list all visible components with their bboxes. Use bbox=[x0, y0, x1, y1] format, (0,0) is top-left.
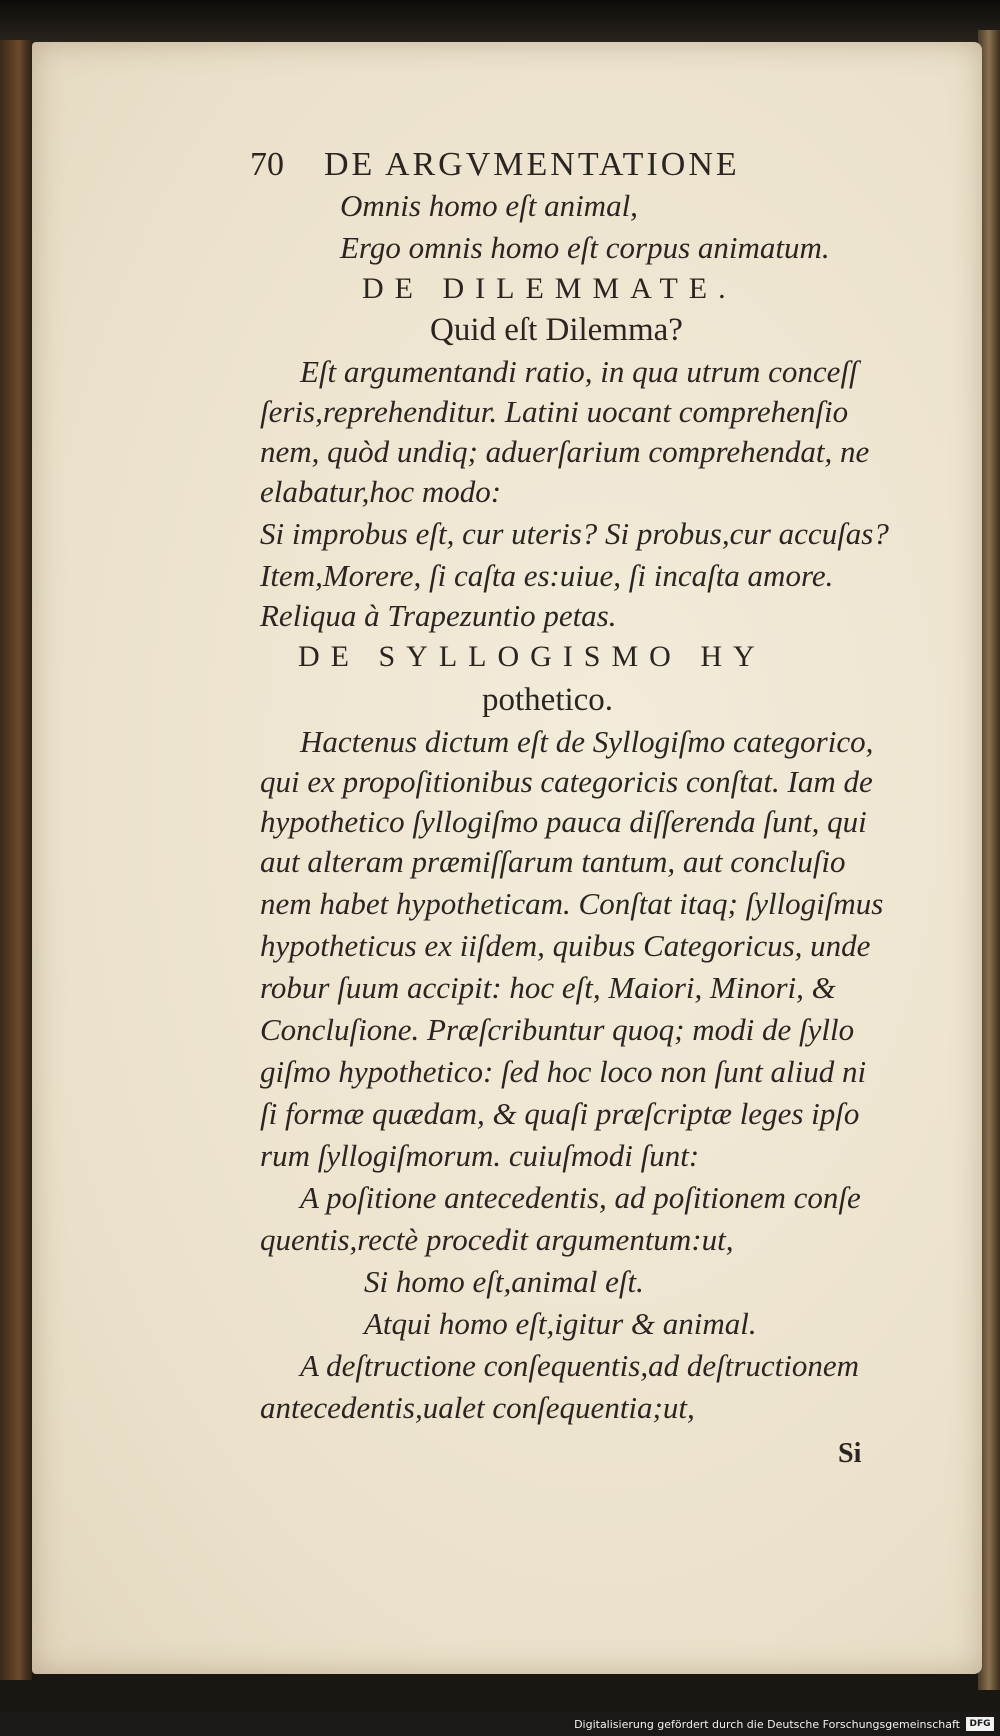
text-line: ſeris,reprehenditur. Latini uocant comprehenſio bbox=[260, 394, 849, 429]
text-line: A deſtructione conſequentis,ad deſtructionem bbox=[300, 1348, 860, 1383]
text-line: rum ſyllogiſmorum. cuiuſmodi ſunt: bbox=[260, 1138, 700, 1173]
text-line: hypotheticus ex iiſdem, quibus Categoricus, unde bbox=[260, 928, 871, 963]
text-line: Atqui homo eſt,igitur & animal. bbox=[364, 1306, 757, 1341]
text-line: qui ex propoſitionibus categoricis conſtat. Iam de bbox=[260, 764, 873, 799]
text-line: nem, quòd undiq; aduerſarium comprehendat, ne bbox=[260, 434, 870, 469]
text-line: giſmo hypothetico: ſed hoc loco non ſunt aliud ni bbox=[260, 1054, 867, 1089]
text-line: Omnis homo eſt animal, bbox=[340, 188, 638, 223]
footer-credit: Digitalisierung gefördert durch die Deutsche Forschungsgemeinschaft bbox=[574, 1718, 960, 1731]
catchword: Si bbox=[838, 1438, 862, 1469]
text-line: elabatur,hoc modo: bbox=[260, 474, 502, 509]
section-heading-continued: pothetico. bbox=[482, 682, 614, 718]
text-line: Ergo omnis homo eſt corpus animatum. bbox=[340, 230, 830, 265]
text-line: robur ſuum accipit: hoc eſt, Maiori, Minori, & bbox=[260, 970, 836, 1005]
text-line: ſi formæ quædam, & quaſi præſcriptæ leges ipſo bbox=[260, 1096, 860, 1131]
text-line: Eſt argumentandi ratio, in qua utrum conceſſ bbox=[300, 354, 858, 389]
page-number: 70 bbox=[250, 146, 284, 183]
text-line: hypothetico ſyllogiſmo pauca diſſerenda ſunt, qui bbox=[260, 804, 867, 839]
text-line: nem habet hypotheticam. Conſtat itaq; ſyllogiſmus bbox=[260, 886, 884, 921]
dfg-logo-icon: DFG bbox=[966, 1717, 994, 1731]
text-line: Si improbus eſt, cur uteris? Si probus,cur accuſas? bbox=[260, 516, 889, 551]
text-line: Si homo eſt,animal eſt. bbox=[364, 1264, 644, 1299]
book-page bbox=[32, 42, 982, 1674]
text-line: antecedentis,ualet conſequentia;ut, bbox=[260, 1390, 695, 1425]
text-line: quentis,rectè procedit argumentum:ut, bbox=[260, 1222, 734, 1257]
section-heading: DE SYLLOGISMO HY bbox=[298, 640, 766, 673]
book-cover-left bbox=[0, 40, 32, 1680]
text-line: Item,Morere, ſi caſta es:uiue, ſi incaſta amore. bbox=[260, 558, 834, 593]
text-line: Concluſione. Præſcribuntur quoq; modi de ſyllo bbox=[260, 1012, 855, 1047]
running-head: DE ARGVMENTATIONE bbox=[324, 146, 740, 183]
section-heading: DE DILEMMATE. bbox=[362, 272, 737, 305]
question-heading: Quid eſt Dilemma? bbox=[430, 312, 683, 348]
text-line: Hactenus dictum eſt de Syllogiſmo categorico, bbox=[300, 724, 874, 759]
digitization-footer bbox=[0, 1712, 1000, 1736]
text-line: A poſitione antecedentis, ad poſitionem conſe bbox=[300, 1180, 861, 1215]
scan-top-shadow bbox=[0, 0, 1000, 44]
page-text bbox=[32, 42, 982, 1674]
text-line: Reliqua à Trapezuntio petas. bbox=[260, 598, 617, 633]
text-line: aut alteram præmiſſarum tantum, aut concluſio bbox=[260, 844, 846, 879]
